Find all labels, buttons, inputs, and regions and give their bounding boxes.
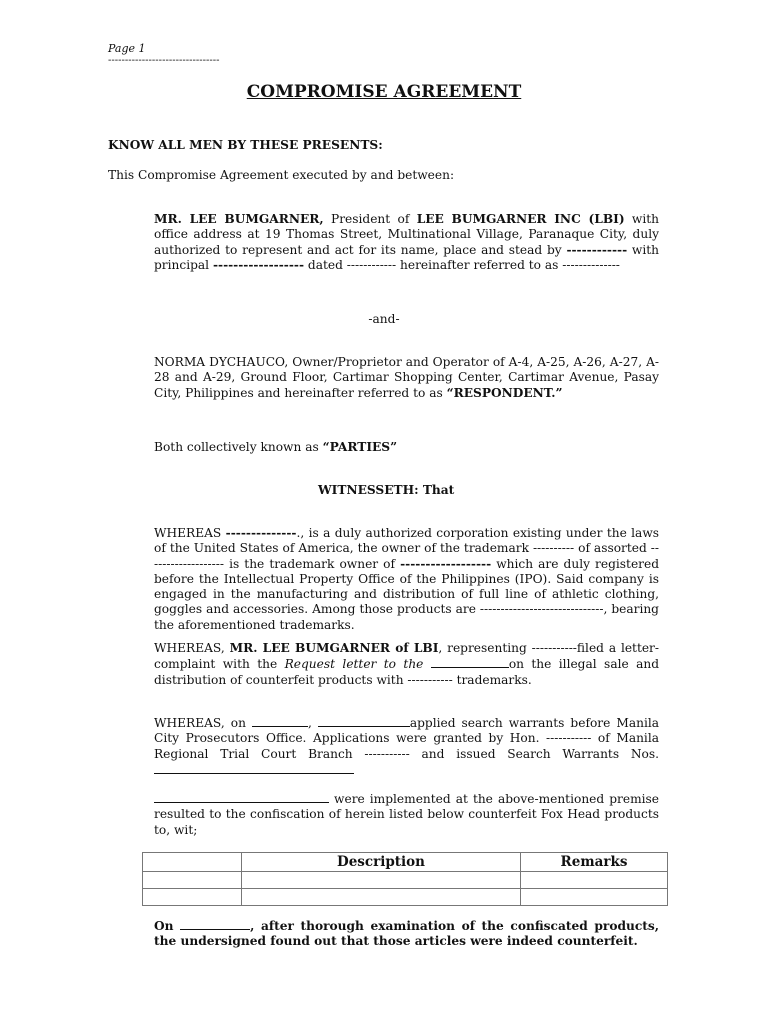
intro-line: This Compromise Agreement executed by and between: bbox=[108, 168, 455, 182]
confiscated-products-table bbox=[142, 852, 668, 906]
page-number-label: Page 1 bbox=[108, 42, 146, 55]
parties-label: “PARTIES” bbox=[322, 440, 398, 454]
table-header-cell bbox=[143, 853, 242, 872]
witnesseth-heading: WITNESSETH: That bbox=[318, 483, 455, 497]
whereas-three-paragraph: WHEREAS, on , applied search warrants before Manila City Prosecutors Office. Applications were granted by Hon. ----------- of Manila Regional Trial Court Branch ----------- and issued Search Warrants Nos. bbox=[154, 715, 659, 778]
party-one-name: MR. LEE BUMGARNER, bbox=[154, 212, 324, 226]
blank-line bbox=[154, 791, 329, 803]
blank-line bbox=[252, 715, 308, 727]
blank-line bbox=[180, 918, 250, 930]
blank-line bbox=[318, 715, 410, 727]
and-separator: -and- bbox=[368, 312, 400, 326]
whereas-two-paragraph: WHEREAS, MR. LEE BUMGARNER of LBI, representing -----------filed a letter-complaint with the Request letter to the on the illegal sale and distribution of counterfeit products with ----------- trademarks. bbox=[154, 641, 660, 687]
blank-line bbox=[431, 656, 509, 668]
party-one-company: LEE BUMGARNER INC (LBI) bbox=[416, 212, 625, 226]
whereas-two-name: MR. LEE BUMGARNER of LBI bbox=[229, 641, 439, 655]
document-title: COMPROMISE AGREEMENT bbox=[246, 82, 522, 102]
parties-line: Both collectively known as “PARTIES” bbox=[154, 440, 398, 454]
whereas-one-paragraph: WHEREAS --------------., is a duly authorized corporation existing under the laws of the United States of America, the owner of the trademark ---------- of assorted ------------------- is the trademark owner of ------------------ which are duly registered before the Intellectual Property Office of the Philippines (IPO). Said company is engaged in the manufacturing and distribution of full line of athletic clothing, goggles and accessories. Among those products are ------------------------------, bearing the aforementioned trademarks. bbox=[154, 526, 660, 632]
table-row bbox=[143, 872, 668, 889]
header-rule: --------------------------------- bbox=[108, 55, 220, 66]
respondent-label: “RESPONDENT.” bbox=[446, 385, 563, 400]
blank-line bbox=[154, 762, 354, 774]
party-one-paragraph: MR. LEE BUMGARNER, President of LEE BUMGARNER INC (LBI) with office address at 19 Thomas Street, Multinational Village, Paranaque City, duly authorized to represent and act for its name, place and stead by ------------ with principal ------------------ dated ------------ hereinafter referred to as -------------- bbox=[154, 212, 660, 272]
implemented-paragraph: were implemented at the above-mentioned premise resulted to the confiscation of herein listed below counterfeit Fox Head products to, wit; bbox=[154, 792, 659, 837]
table-header-row bbox=[143, 853, 668, 872]
table-row bbox=[143, 889, 668, 906]
know-all-heading: KNOW ALL MEN BY THESE PRESENTS: bbox=[108, 138, 383, 152]
table-header-description: Description bbox=[242, 853, 521, 872]
table-header-remarks: Remarks bbox=[521, 853, 668, 872]
final-paragraph: On , after thorough examination of the confiscated products, the undersigned found out that those articles were indeed counterfeit. bbox=[154, 919, 659, 949]
party-two-paragraph: NORMA DYCHAUCO, Owner/Proprietor and Operator of A-4, A-25, A-26, A-27, A-28 and A-29, Ground Floor, Cartimar Shopping Center, Cartimar Avenue, Pasay City, Philippines and hereinafter referred to as “RESPONDENT.” bbox=[154, 355, 659, 400]
